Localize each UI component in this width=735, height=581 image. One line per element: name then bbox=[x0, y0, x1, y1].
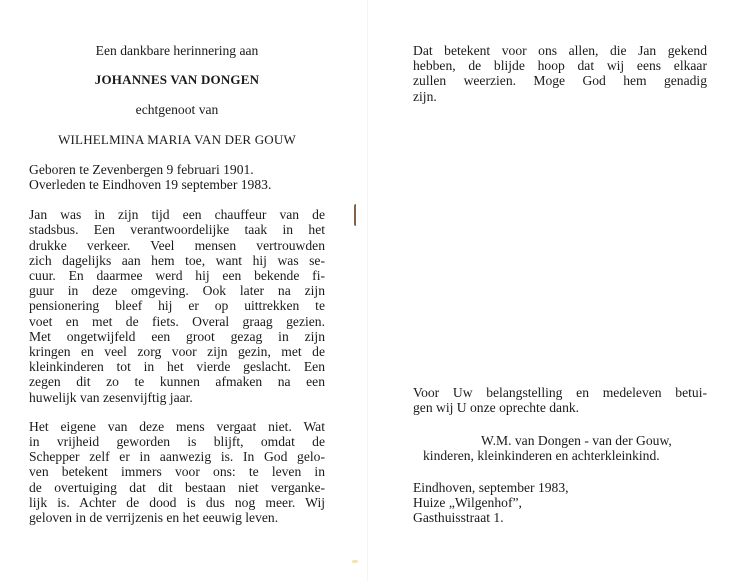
text-line: ven betekent immers voor ons: te leven in bbox=[29, 464, 325, 480]
text-line: zegen dit zo te kunnen afmaken na een bbox=[29, 374, 325, 390]
spouse-label: echtgenoot van bbox=[135, 102, 219, 118]
hope-paragraph bbox=[413, 43, 707, 104]
text-line: zich dagelijks aan hem toe, want hij was se- bbox=[29, 252, 325, 268]
address-block bbox=[413, 480, 707, 526]
text-line: Voor Uw belangstelling en medeleven betui- bbox=[413, 385, 707, 400]
paper-mark bbox=[354, 204, 359, 226]
left-page bbox=[29, 43, 325, 525]
text-line: huwelijk van zesenvijftig jaar. bbox=[29, 389, 193, 405]
address-line-1: Huize „Wilgenhof”, bbox=[413, 495, 522, 511]
text-line: Het eigene van deze mens vergaat niet. Wat bbox=[29, 418, 325, 434]
text-line: Jan was in zijn tijd een chauffeur van de bbox=[29, 207, 325, 223]
text-line: cuur. En daarmee werd hij een bekende fi- bbox=[29, 268, 325, 284]
signature-family: kinderen, kleinkinderen en achterkleinkind. bbox=[423, 448, 660, 464]
text-line: voet en met de fiets. Overal graag gezien. bbox=[29, 313, 325, 329]
intro-text: Een dankbare herinnering aan bbox=[95, 43, 259, 58]
thanks-paragraph bbox=[413, 385, 707, 415]
text-line: de overtuiging dat dit bestaan niet verganke- bbox=[29, 479, 325, 495]
text-line: Dat betekent voor ons allen, die Jan gekend bbox=[413, 43, 707, 58]
text-line: drukke verkeer. Veel mensen vertrouwden bbox=[29, 237, 325, 253]
right-page bbox=[413, 43, 707, 526]
signature-name: W.M. van Dongen - van der Gouw, bbox=[481, 433, 672, 448]
paper-spot bbox=[352, 560, 358, 563]
birth-line: Geboren te Zevenbergen 9 februari 1901. bbox=[29, 161, 254, 177]
fold-line bbox=[367, 0, 368, 581]
text-line: zijn. bbox=[413, 88, 437, 104]
spouse-name: WILHELMINA MARIA VAN DER GOUW bbox=[58, 131, 296, 147]
place-date: Eindhoven, september 1983, bbox=[413, 480, 569, 495]
text-line: stadsbus. Een verantwoordelijke taak in het bbox=[29, 222, 325, 238]
signature-block bbox=[413, 433, 707, 463]
text-line: Met ongetwijfeld een groot gezag in zijn bbox=[29, 328, 325, 344]
text-line: lijk is. Achter de dood is dus nog meer. Wij bbox=[29, 494, 325, 510]
text-line: in vrijheid geworden is blijft, omdat de bbox=[29, 434, 325, 450]
dates-block bbox=[29, 162, 325, 192]
text-line: Schepper zelf er in aanwezig is. In God gelo- bbox=[29, 449, 325, 465]
text-line: hebben, de blijde hoop dat wij eens elkaar bbox=[413, 58, 707, 74]
text-line: kringen en veel zorg voor zijn gezin, met de bbox=[29, 344, 325, 360]
faith-paragraph bbox=[29, 419, 325, 525]
deceased-name: JOHANNES VAN DONGEN bbox=[94, 72, 260, 88]
death-line: Overleden te Eindhoven 19 september 1983. bbox=[29, 177, 272, 193]
text-line: kleinkinderen tot in het vierde geslacht. Een bbox=[29, 359, 325, 375]
text-line: pensionering bleef hij er op uittrekken te bbox=[29, 298, 325, 314]
text-line: guur in deze omgeving. Ook later na zijn bbox=[29, 283, 325, 299]
text-line: zullen weerzien. Moge God hem genadig bbox=[413, 73, 707, 89]
text-line: gen wij U onze oprechte dank. bbox=[413, 400, 580, 416]
biography-paragraph bbox=[29, 207, 325, 405]
address-line-2: Gasthuisstraat 1. bbox=[413, 510, 504, 526]
text-line: geloven in de verrijzenis en het eeuwig leven. bbox=[29, 510, 279, 526]
